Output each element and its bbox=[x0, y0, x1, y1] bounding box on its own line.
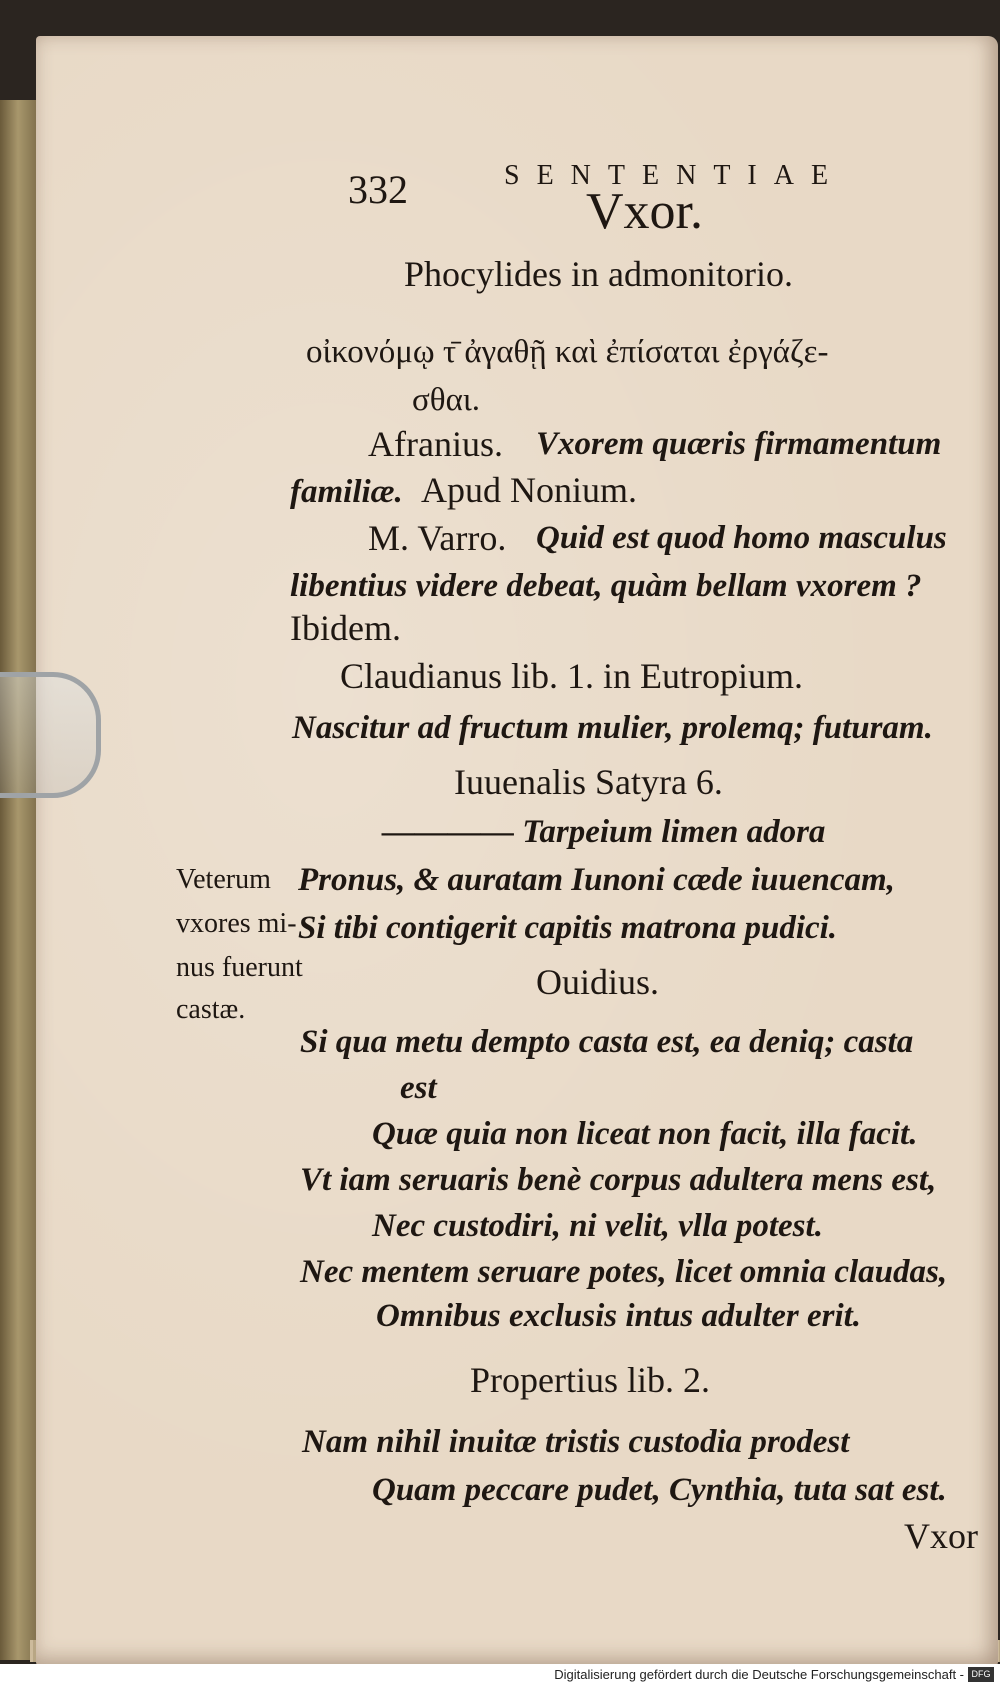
author-ouidius: Ouidius. bbox=[536, 962, 660, 1002]
digitization-credit bbox=[0, 1664, 1000, 1685]
quote-varro-1: Quid est quod homo masculus bbox=[536, 520, 947, 556]
clasp-icon bbox=[0, 672, 101, 798]
verse-ouidius-2: Quæ quia non liceat non facit, illa facit. bbox=[372, 1116, 918, 1152]
greek-line-2: σθαι. bbox=[412, 382, 481, 418]
source-ibidem: Ibidem. bbox=[290, 608, 401, 648]
author-iuuenalis: Iuuenalis Satyra 6. bbox=[454, 762, 723, 802]
author-varro: M. Varro. bbox=[368, 518, 507, 558]
verse-ouidius-6: Omnibus exclusis intus adulter erit. bbox=[376, 1298, 862, 1334]
verse-ouidius-4: Nec custodiri, ni velit, vlla potest. bbox=[372, 1208, 823, 1244]
quote-varro-2: libentius videre debeat, quàm bellam vxorem ? bbox=[290, 568, 922, 604]
marginal-note-line-3: nus fuerunt bbox=[176, 952, 303, 983]
line-phocylides: Phocylides in admonitorio. bbox=[404, 254, 793, 294]
quote-afranius-2: familiæ. bbox=[290, 474, 403, 510]
verse-ouidius-3: Vt iam seruaris benè corpus adultera mens est, bbox=[300, 1162, 937, 1198]
greek-line-1: οἰκονόμῳ τ̄ ἀγαθῇ καὶ ἐπίσαται ἐργάζε- bbox=[306, 334, 829, 370]
author-claudianus: Claudianus lib. 1. in Eutropium. bbox=[340, 656, 803, 696]
marginal-note-line-1: Veterum bbox=[176, 864, 271, 895]
section-title: Vxor. bbox=[586, 183, 703, 240]
verse-iuuenalis-2: Pronus, & auratam Iunoni cæde iuuencam, bbox=[298, 862, 895, 898]
dfg-logo: DFG bbox=[968, 1667, 994, 1682]
verse-propertius-2: Quam peccare pudet, Cynthia, tuta sat est. bbox=[372, 1472, 947, 1508]
quote-afranius-1: Vxorem quæris firmamentum bbox=[536, 426, 942, 462]
marginal-note-line-2: vxores mi- bbox=[176, 908, 297, 939]
catchword: Vxor bbox=[904, 1516, 978, 1556]
book-edge bbox=[0, 100, 40, 1660]
marginal-note-line-4: castæ. bbox=[176, 994, 246, 1025]
author-afranius: Afranius. bbox=[368, 424, 503, 464]
verse-ouidius-1: Si qua metu dempto casta est, ea deniq; casta bbox=[300, 1024, 914, 1060]
verse-propertius-1: Nam nihil inuitæ tristis custodia prodest bbox=[302, 1424, 850, 1460]
author-propertius: Propertius lib. 2. bbox=[470, 1360, 710, 1400]
source-apud-nonium: Apud Nonium. bbox=[421, 470, 637, 510]
verse-ouidius-5: Nec mentem seruare potes, licet omnia claudas, bbox=[300, 1254, 948, 1290]
credit-text: Digitalisierung gefördert durch die Deutsche Forschungsgemeinschaft - bbox=[554, 1667, 964, 1682]
verse-iuuenalis-3: Si tibi contigerit capitis matrona pudici. bbox=[298, 910, 838, 946]
running-title: SENTENTIAE bbox=[504, 160, 846, 191]
page-number: 332 bbox=[348, 167, 408, 212]
verse-ouidius-1-cont: est bbox=[400, 1070, 437, 1106]
book-page bbox=[36, 36, 998, 1666]
quote-claudianus: Nascitur ad fructum mulier, prolemq; futuram. bbox=[292, 710, 933, 746]
verse-iuuenalis-1: ———— Tarpeium limen adora bbox=[382, 814, 826, 850]
